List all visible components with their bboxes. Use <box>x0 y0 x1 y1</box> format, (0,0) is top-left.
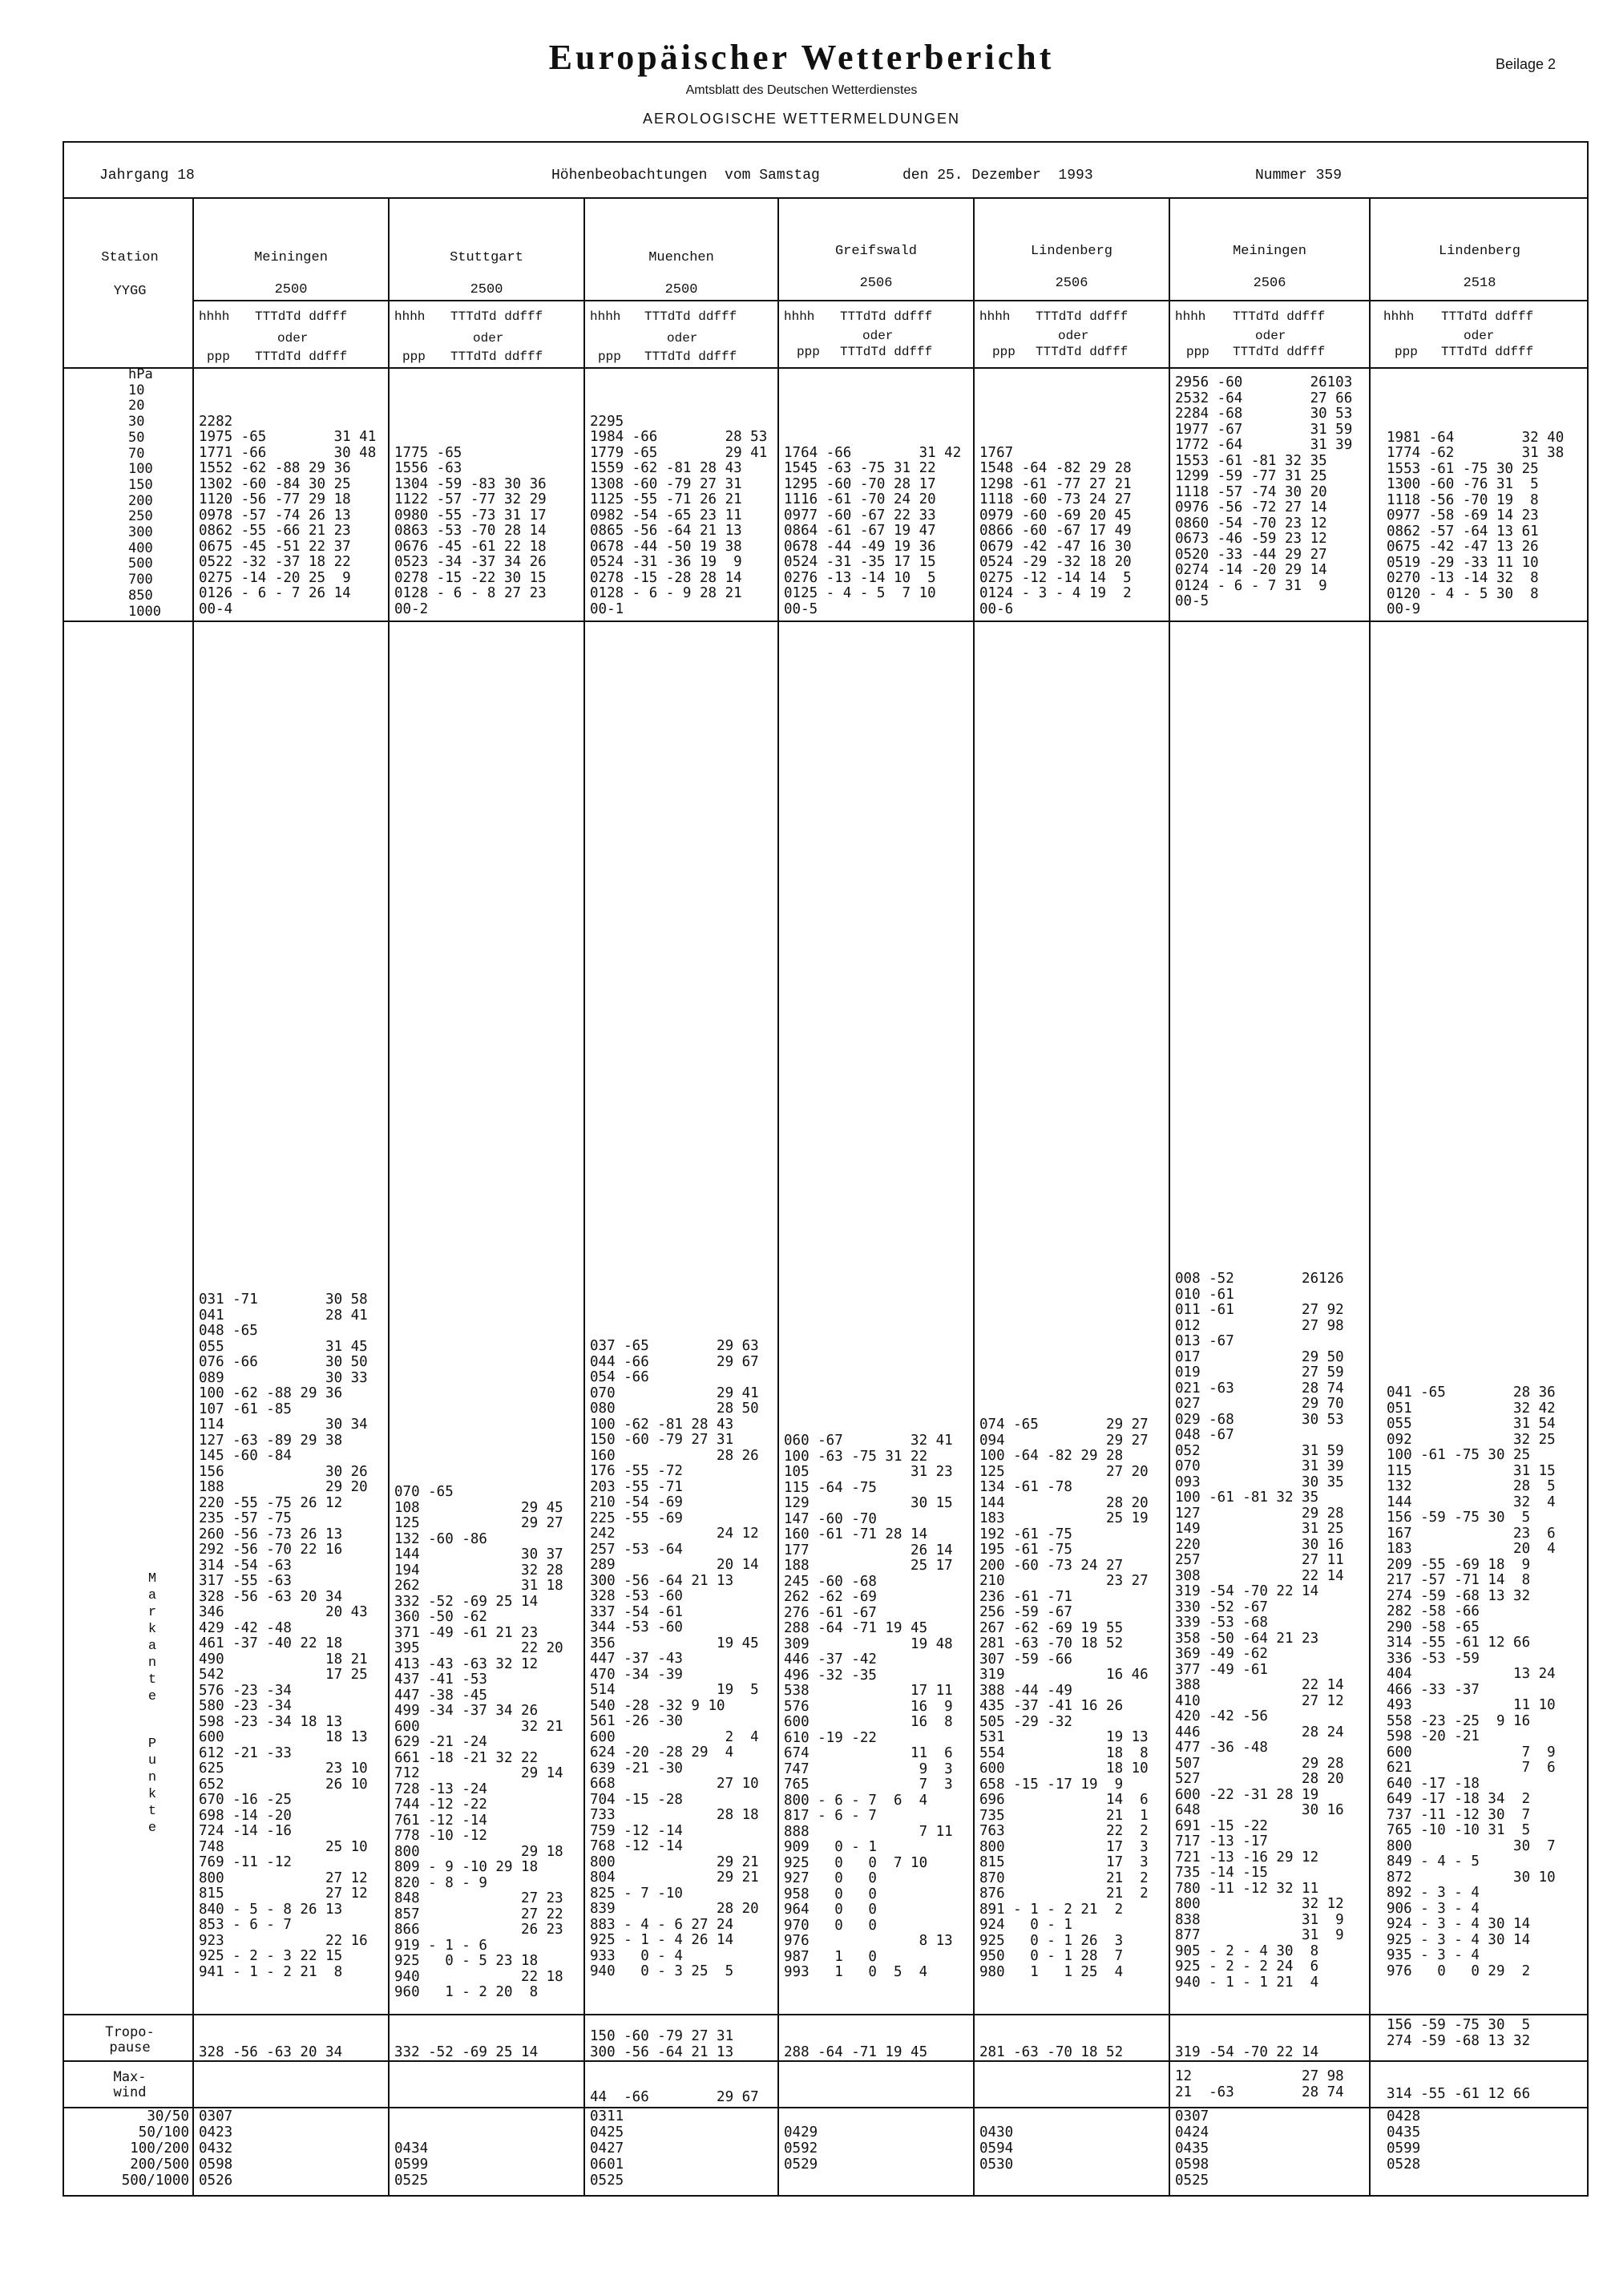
subheader-oder: oder <box>277 331 309 346</box>
marked-points-letter: n <box>147 1770 157 1785</box>
maxwind-data: 44 -66 29 67 <box>590 2089 759 2105</box>
station-yygg: 2500 <box>470 282 503 297</box>
layer-thickness-data: 0429 0592 0529 <box>784 2124 818 2173</box>
maxwind-data: 12 27 98 21 -63 28 74 <box>1175 2068 1344 2100</box>
section-title: AEROLOGISCHE WETTERMELDUNGEN <box>642 111 961 127</box>
station-yygg: 2506 <box>859 276 893 291</box>
subheader-ttt: TTTdTd ddfff <box>450 309 543 324</box>
subheader-ttt: TTTdTd ddfff <box>450 350 543 364</box>
report-number: Nummer 359 <box>1255 168 1343 184</box>
station-yygg: 2518 <box>1463 276 1496 291</box>
marked-points-letter: k <box>147 1787 157 1802</box>
subheader-hhhh: hhhh <box>979 309 1011 324</box>
tropopause-data: 281 -63 -70 18 52 <box>979 2044 1124 2060</box>
row-divider-maxwind <box>63 2060 1589 2062</box>
subheader-oder: oder <box>862 329 894 343</box>
subheader-ttt: TTTdTd ddfff <box>1036 309 1129 324</box>
significant-points-data: 070 -65 108 29 45 125 29 27 132 -60 -86 144 30 37 194 32 28 262 31 18 332 -52 -69 25 14 360 -50 -62 371 -49 -61 21 23 395 22 20 413 -43 -63 32 12 437 -41 -53 447 -38 -45 499 -34 -37 34 26 600 32 21 629 -21 -24 661 -18 -21 32 22 712 29 14 728 -13 -24 744 -12 -22 761 -12 -14 778 -10 -12 800 29 18 809 - 9 -10 29 18 820 - 8 - 9 848 27 23 857 27 22 866 26 23 919 - 1 - 6 925 0 - 5 23 18 940 22 18 960 1 - 2 20 8 <box>394 1484 563 2000</box>
subheader-ttt: TTTdTd ddfff <box>1233 345 1326 359</box>
subheader-hhhh: hhhh <box>784 309 815 324</box>
standard-levels-data: 1767 1548 -64 -82 29 28 1298 -61 -77 27 21 1118 -60 -73 24 27 0979 -60 -69 20 45 0866 -60 -67 17 49 0679 -42 -47 16 30 0524 -29 -32 18 20 0275 -12 -14 14 5 0124 - 3 - 4 19 2 00-6 <box>979 444 1132 617</box>
marked-points-letter: r <box>147 1605 157 1620</box>
station-name: Lindenberg <box>1438 244 1521 259</box>
station-name: Meiningen <box>1233 244 1306 259</box>
marked-points-letter: M <box>147 1571 157 1587</box>
layer-thickness-data: 0430 0594 0530 <box>979 2124 1014 2173</box>
subheader-ppp: ppp <box>207 350 230 364</box>
significant-points-data: 008 -52 26126 010 -61 011 -61 27 92 012 27 98 013 -67 017 29 50 019 27 59 021 -63 28 74 027 29 70 029 -68 30 53 048 -67 052 31 59 070 31 39 093 30 35 100 -61 -81 32 35 127 29 28 149 31 25 220 30 16 257 27 11 308 22 14 319 -54 -70 22 14 330 -52 -67 339 -53 -68 358 -50 -64 21 23 369 -49 -62 377 -49 -61 388 22 14 410 27 12 420 -42 -56 446 28 24 477 -36 -48 507 29 28 527 28 20 600 -22 -31 28 19 648 30 16 691 -15 -22 717 -13 -17 721 -13 -16 29 12 735 -14 -15 780 -11 -12 32 11 800 32 12 838 31 9 877 31 9 905 - 2 - 4 30 8 925 - 2 - 2 24 6 940 - 1 - 1 21 4 <box>1175 1271 1344 1991</box>
subheader-oder: oder <box>667 331 698 346</box>
col-divider-1 <box>192 197 194 2197</box>
page-subtitle: Amtsblatt des Deutschen Wetterdienstes <box>685 83 918 97</box>
significant-points-data: 031 -71 30 58 041 28 41 048 -65 055 31 45 076 -66 30 50 089 30 33 100 -62 -88 29 36 107 -61 -85 114 30 34 127 -63 -89 29 38 145 -60 -84 156 30 26 188 29 20 220 -55 -75 26 12 235 -57 -75 260 -56 -73 26 13 292 -56 -70 22 16 314 -54 -63 317 -55 -63 328 -56 -63 20 34 346 20 43 429 -42 -48 461 -37 -40 22 18 490 18 21 542 17 25 576 -23 -34 580 -23 -34 598 -23 -34 18 13 600 18 13 612 -21 -33 625 23 10 652 26 10 670 -16 -25 698 -14 -20 724 -14 -16 748 25 10 769 -11 -12 800 27 12 815 27 12 840 - 5 - 8 26 13 853 - 6 - 7 923 22 16 925 - 2 - 3 22 15 941 - 1 - 2 21 8 <box>199 1292 368 1980</box>
beilage-label: Beilage 2 <box>1496 56 1557 72</box>
station-yygg: 2500 <box>664 282 698 297</box>
standard-levels-data: 1981 -64 32 40 1774 -62 31 38 1553 -61 -75 30 25 1300 -60 -76 31 5 1118 -56 -70 19 8 0977 -58 -69 14 23 0862 -57 -64 13 61 0675 -42 -47 13 26 0519 -29 -33 11 10 0270 -13 -14 32 8 0120 - 4 - 5 30 8 00-9 <box>1387 429 1565 617</box>
subheader-ttt: TTTdTd ddfff <box>1233 309 1326 324</box>
layer-thickness-labels: 30/50 50/100 100/200 200/500 500/1000 <box>121 2108 189 2189</box>
station-name: Muenchen <box>648 250 714 265</box>
standard-levels-data: 2956 -60 26103 2532 -64 27 66 2284 -68 30 53 1977 -67 31 59 1772 -64 31 39 1553 -61 -81 32 35 1299 -59 -77 31 25 1118 -57 -74 30 20 0976 -56 -72 27 14 0860 -54 -70 23 12 0673 -46 -59 23 12 0520 -33 -44 29 27 0274 -14 -20 29 14 0124 - 6 - 7 31 9 00-5 <box>1175 374 1353 609</box>
row-divider-infobar <box>63 197 1589 199</box>
col-divider-4 <box>777 197 779 2197</box>
marked-points-letter: u <box>147 1753 157 1768</box>
marked-points-letter: e <box>147 1821 157 1836</box>
layer-thickness-data: 0307 0423 0432 0598 0526 <box>199 2108 233 2189</box>
station-name: Lindenberg <box>1030 244 1113 259</box>
marked-points-letter: n <box>147 1655 157 1671</box>
standard-levels-data: 1764 -66 31 42 1545 -63 -75 31 22 1295 -60 -70 28 17 1116 -61 -70 24 20 0977 -60 -67 22 33 0864 -61 -67 19 47 0678 -44 -49 19 36 0524 -31 -35 17 15 0276 -13 -14 10 5 0125 - 4 - 5 7 10 00-5 <box>784 444 962 617</box>
tropopause-data: 156 -59 -75 30 5 274 -59 -68 13 32 <box>1387 2017 1531 2049</box>
layer-thickness-data: 0434 0599 0525 <box>394 2140 429 2189</box>
row-divider-yygg <box>192 300 1589 301</box>
subheader-hhhh: hhhh <box>199 309 230 324</box>
subheader-oder: oder <box>1464 329 1495 343</box>
layer-thickness-data: 0311 0425 0427 0601 0525 <box>590 2108 624 2189</box>
subheader-ppp: ppp <box>992 345 1016 359</box>
jahrgang: Jahrgang 18 <box>99 168 195 184</box>
subheader-ppp: ppp <box>402 350 426 364</box>
significant-points-data: 060 -67 32 41 100 -63 -75 31 22 105 31 23 115 -64 -75 129 30 15 147 -60 -70 160 -61 -71 28 14 177 26 14 188 25 17 245 -60 -68 262 -62 -69 276 -61 -67 288 -64 -71 19 45 309 19 48 446 -37 -42 496 -32 -35 538 17 11 576 16 9 600 16 8 610 -19 -22 674 11 6 747 9 3 765 7 3 800 - 6 - 7 6 4 817 - 6 - 7 888 7 11 909 0 - 1 925 0 0 7 10 927 0 0 958 0 0 964 0 0 970 0 0 976 8 13 987 1 0 993 1 0 5 4 <box>784 1433 953 1980</box>
station-label: Station <box>101 250 159 265</box>
col-divider-6 <box>1169 197 1170 2197</box>
report-title: Höhenbeobachtungen vom Samstag <box>551 168 820 184</box>
subheader-hhhh: hhhh <box>1383 309 1415 324</box>
yygg-label: YYGG <box>113 284 147 299</box>
subheader-ttt: TTTdTd ddfff <box>255 350 348 364</box>
subheader-ttt: TTTdTd ddfff <box>644 309 737 324</box>
subheader-ttt: TTTdTd ddfff <box>840 345 933 359</box>
subheader-ttt: TTTdTd ddfff <box>840 309 933 324</box>
layer-thickness-data: 0428 0435 0599 0528 <box>1387 2108 1421 2173</box>
tropopause-data: 328 -56 -63 20 34 <box>199 2044 343 2060</box>
subheader-ttt: TTTdTd ddfff <box>1441 309 1534 324</box>
station-name: Stuttgart <box>450 250 523 265</box>
marked-points-letter: k <box>147 1622 157 1637</box>
subheader-ppp: ppp <box>797 345 820 359</box>
marked-points-letter: e <box>147 1689 157 1704</box>
station-yygg: 2500 <box>274 282 308 297</box>
tropopause-label: Tropo- pause <box>105 2024 155 2055</box>
page-title: Europäischer Wetterbericht <box>548 38 1055 77</box>
standard-levels-data: 1775 -65 1556 -63 1304 -59 -83 30 36 1122 -57 -77 32 29 0980 -55 -73 31 17 0863 -53 -70 28 14 0676 -45 -61 22 18 0523 -34 -37 34 26 0278 -15 -22 30 15 0128 - 6 - 8 27 23 00-2 <box>394 444 547 617</box>
station-name: Greifswald <box>834 244 918 259</box>
row-divider-tropopause <box>63 2014 1589 2015</box>
layer-thickness-data: 0307 0424 0435 0598 0525 <box>1175 2108 1209 2189</box>
maxwind-label: Max- wind <box>113 2069 147 2100</box>
subheader-ttt: TTTdTd ddfff <box>255 309 348 324</box>
tropopause-data: 332 -52 -69 25 14 <box>394 2044 539 2060</box>
significant-points-data: 074 -65 29 27 094 29 27 100 -64 -82 29 28 125 27 20 134 -61 -78 144 28 20 183 25 19 192 -61 -75 195 -61 -75 200 -60 -73 24 27 210 23 27 236 -61 -71 256 -59 -67 267 -62 -69 19 55 281 -63 -70 18 52 307 -59 -66 319 16 46 388 -44 -49 435 -37 -41 16 26 505 -29 -32 531 19 13 554 18 8 600 18 10 658 -15 -17 19 9 696 14 6 735 21 1 763 22 2 800 17 3 815 17 3 870 21 2 876 21 2 891 - 1 - 2 21 2 924 0 - 1 925 0 - 1 26 3 950 0 - 1 28 7 980 1 1 25 4 <box>979 1417 1149 1980</box>
station-yygg: 2506 <box>1055 276 1088 291</box>
subheader-oder: oder <box>1255 329 1286 343</box>
subheader-oder: oder <box>1058 329 1089 343</box>
marked-points-letter: t <box>147 1804 157 1819</box>
row-divider-layers <box>63 2107 1589 2108</box>
subheader-oder: oder <box>473 331 504 346</box>
hpa-level-column: hPa 10 20 30 50 70 100 150 200 250 300 400 500 700 850 1000 <box>128 366 161 620</box>
col-divider-2 <box>388 197 390 2197</box>
marked-points-letter: t <box>147 1672 157 1688</box>
significant-points-data: 037 -65 29 63 044 -66 29 67 054 -66 070 29 41 080 28 50 100 -62 -81 28 43 150 -60 -79 27 31 160 28 26 176 -55 -72 203 -55 -71 210 -54 -69 225 -55 -69 242 24 12 257 -53 -64 289 20 14 300 -56 -64 21 13 328 -53 -60 337 -54 -61 344 -53 -60 356 19 45 447 -37 -43 470 -34 -39 514 19 5 540 -28 -32 9 10 561 -26 -30 600 2 4 624 -20 -28 29 4 639 -21 -30 668 27 10 704 -15 -28 733 28 18 759 -12 -14 768 -12 -14 800 29 21 804 29 21 825 - 7 -10 839 28 20 883 - 4 - 6 27 24 925 - 1 - 4 26 14 933 0 - 4 940 0 - 3 25 5 <box>590 1338 759 1979</box>
subheader-ttt: TTTdTd ddfff <box>1036 345 1129 359</box>
tropopause-data: 150 -60 -79 27 31 300 -56 -64 21 13 <box>590 2028 734 2060</box>
marked-points-letter: a <box>147 1639 157 1654</box>
tropopause-data: 288 -64 -71 19 45 <box>784 2044 928 2060</box>
subheader-ttt: TTTdTd ddfff <box>644 350 737 364</box>
standard-levels-data: 2282 1975 -65 31 41 1771 -66 30 48 1552 -62 -88 29 36 1302 -60 -84 30 25 1120 -56 -77 29 18 0978 -57 -74 26 13 0862 -55 -66 21 23 0675 -45 -51 22 37 0522 -32 -37 18 22 0275 -14 -20 25 9 0126 - 6 - 7 26 14 00-4 <box>199 413 377 617</box>
subheader-hhhh: hhhh <box>394 309 426 324</box>
subheader-ppp: ppp <box>1395 345 1418 359</box>
marked-points-letter: a <box>147 1588 157 1603</box>
station-yygg: 2506 <box>1253 276 1286 291</box>
col-divider-5 <box>973 197 975 2197</box>
subheader-ppp: ppp <box>598 350 621 364</box>
col-divider-7 <box>1369 197 1371 2197</box>
subheader-ppp: ppp <box>1186 345 1209 359</box>
col-divider-3 <box>583 197 585 2197</box>
significant-points-data: 041 -65 28 36 051 32 42 055 31 54 092 32 25 100 -61 -75 30 25 115 31 15 132 28 5 144 32 4 156 -59 -75 30 5 167 23 6 183 20 4 209 -55 -69 18 9 217 -57 -71 14 8 274 -59 -68 13 32 282 -58 -66 290 -58 -65 314 -55 -61 12 66 336 -53 -59 404 13 24 466 -33 -37 493 11 10 558 -23 -25 9 16 598 -20 -21 600 7 9 621 7 6 640 -17 -18 649 -17 -18 34 2 737 -11 -12 30 7 765 -10 -10 31 5 800 30 7 849 - 4 - 5 872 30 10 892 - 3 - 4 906 - 3 - 4 924 - 3 - 4 30 14 925 - 3 - 4 30 14 935 - 3 - 4 976 0 0 29 2 <box>1387 1384 1556 1979</box>
station-name: Meiningen <box>254 250 328 265</box>
report-date: den 25. Dezember 1993 <box>902 168 1093 184</box>
row-divider-standard <box>63 620 1589 622</box>
tropopause-data: 319 -54 -70 22 14 <box>1175 2044 1319 2060</box>
subheader-hhhh: hhhh <box>590 309 621 324</box>
marked-points-letter: P <box>147 1736 157 1752</box>
subheader-hhhh: hhhh <box>1175 309 1206 324</box>
subheader-ttt: TTTdTd ddfff <box>1441 345 1534 359</box>
standard-levels-data: 2295 1984 -66 28 53 1779 -65 29 41 1559 -62 -81 28 43 1308 -60 -79 27 31 1125 -55 -71 26 21 0982 -54 -65 23 11 0865 -56 -64 21 13 0678 -44 -50 19 38 0524 -31 -36 19 9 0278 -15 -28 28 14 0128 - 6 - 9 28 21 00-1 <box>590 413 768 617</box>
maxwind-data: 314 -55 -61 12 66 <box>1387 2086 1531 2102</box>
